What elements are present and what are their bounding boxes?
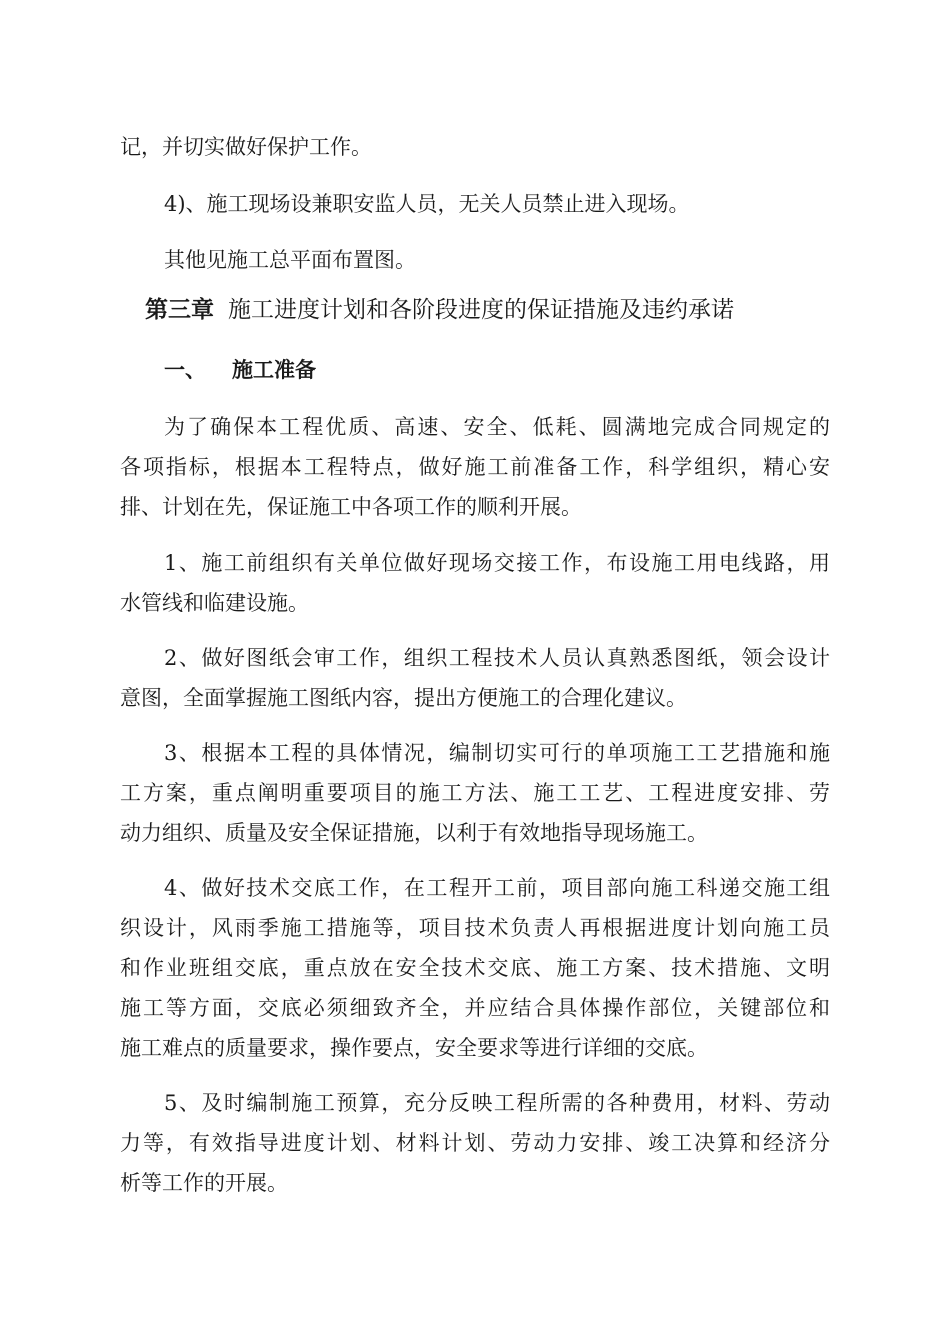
paragraph-line: 为了确保本工程优质、高速、安全、低耗、圆满地完成合同规定的 <box>164 415 830 439</box>
paragraph-line: 4)、施工现场设兼职安监人员，无关人员禁止进入现场。 <box>164 192 690 216</box>
paragraph-line: 其他见施工总平面布置图。 <box>164 248 416 272</box>
paragraph-line: 施工难点的质量要求，操作要点，安全要求等进行详细的交底。 <box>120 1036 708 1060</box>
paragraph-line: 动力组织、质量及安全保证措施，以利于有效地指导现场施工。 <box>120 821 708 845</box>
paragraph-line: 3、根据本工程的具体情况，编制切实可行的单项施工工艺措施和施 <box>164 741 830 765</box>
section-title: 施工准备 <box>232 357 316 382</box>
paragraph-line: 意图，全面掌握施工图纸内容，提出方便施工的合理化建议。 <box>120 686 687 710</box>
paragraph-line: 工方案，重点阐明重要项目的施工方法、施工工艺、工程进度安排、劳 <box>120 781 830 805</box>
paragraph-line: 施工等方面，交底必须细致齐全，并应结合具体操作部位，关键部位和 <box>120 996 830 1020</box>
chapter-heading <box>145 290 734 330</box>
paragraph-line: 排、计划在先，保证施工中各项工作的顺利开展。 <box>120 495 582 519</box>
paragraph-line: 记，并切实做好保护工作。 <box>120 135 372 159</box>
paragraph-line: 织设计，风雨季施工措施等，项目技术负责人再根据进度计划向施工员 <box>120 916 830 940</box>
chapter-title: 施工进度计划和各阶段进度的保证措施及违约承诺 <box>228 297 734 323</box>
paragraph-line: 析等工作的开展。 <box>120 1171 288 1195</box>
paragraph-line: 力等，有效指导进度计划、材料计划、劳动力安排、竣工决算和经济分 <box>120 1131 830 1155</box>
paragraph-line: 各项指标，根据本工程特点，做好施工前准备工作，科学组织，精心安 <box>120 455 830 479</box>
section-heading <box>164 350 316 390</box>
section-number: 一、 <box>164 357 206 382</box>
chapter-number: 第三章 <box>145 296 214 323</box>
paragraph-line: 2、做好图纸会审工作，组织工程技术人员认真熟悉图纸，领会设计 <box>164 646 830 670</box>
paragraph-line: 水管线和临建设施。 <box>120 591 309 615</box>
paragraph-line: 5、及时编制施工预算，充分反映工程所需的各种费用，材料、劳动 <box>164 1091 830 1115</box>
paragraph-line: 1、施工前组织有关单位做好现场交接工作，布设施工用电线路，用 <box>164 551 830 575</box>
paragraph-line: 和作业班组交底，重点放在安全技术交底、施工方案、技术措施、文明 <box>120 956 830 980</box>
paragraph-line: 4、做好技术交底工作，在工程开工前，项目部向施工科递交施工组 <box>164 876 830 900</box>
